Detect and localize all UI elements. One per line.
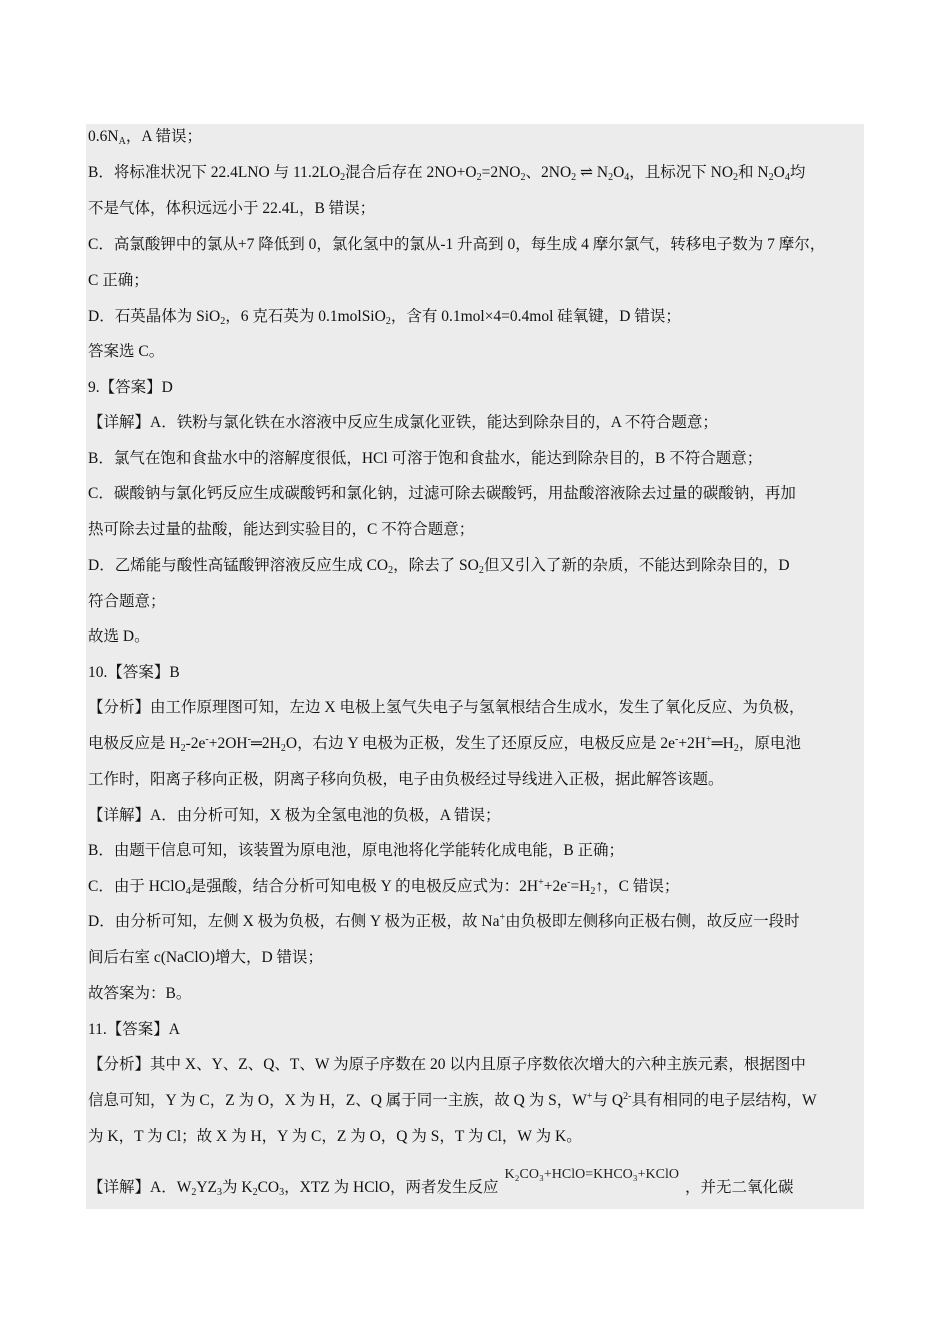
text-line: D．由分析可知，左侧 X 极为负极，右侧 Y 极为正极，故 Na+由负极即左侧移向正极右侧，故反应一段时	[88, 912, 800, 930]
text-line: 为 K，T 为 Cl；故 X 为 H，Y 为 C，Z 为 O，Q 为 S，T 为 Cl，W 为 K。	[88, 1128, 582, 1145]
text-line: 10.【答案】B	[88, 664, 180, 681]
text-line: C．由于 HClO$_4$是强酸，结合分析可知电极 Y 的电极反应式为：$2H^++2e^-=H_2↑$，C 错误；	[88, 877, 680, 897]
content-region	[86, 124, 864, 1209]
text-line: C 正确；	[88, 272, 149, 289]
text-line: 工作时，阳离子移向正极，阴离子移向负极，电子由负极经过导线进入正极，据此解答该题。	[88, 771, 724, 788]
text-line: 11.【答案】A	[88, 1021, 180, 1038]
text-line: 热可除去过量的盐酸，能达到实验目的，C 不符合题意；	[88, 521, 475, 538]
text-line: 【详解】A．$W_2YZ_3$为 $K_2CO_3$，XTZ 为 HClO，两者发生反应K₂CO₃+HClO=KHCO₃+KClO，并无二氧化碳	[88, 1167, 794, 1198]
text-line: C．碳酸钠与氯化钙反应生成碳酸钙和氯化钠，过滤可除去碳酸钙，用盐酸溶液除去过量的碳酸钠，再加	[88, 485, 796, 502]
text-line: 答案选 C。	[88, 343, 165, 360]
text-line: 间后右室 c(NaClO)增大，D 错误；	[88, 949, 324, 966]
text-line: D．乙烯能与酸性高锰酸钾溶液反应生成 $CO_2$，除去了 $SO_2$但又引入了新的杂质，不能达到除杂目的，D	[88, 557, 790, 576]
text-line: D．石英晶体为 SiO$_2$，6 克石英为 0.1molSiO$_2$，含有 0.1mol×4=0.4mol 硅氧键，D 错误；	[88, 308, 681, 327]
text-line: 信息可知，Y 为 C，Z 为 O，X 为 H，Z、Q 属于同一主族，故 Q 为 S，W+与 $Q^{2-}$具有相同的电子层结构，W	[88, 1091, 817, 1109]
reaction-equation: K₂CO₃+HClO=KHCO₃+KClO	[504, 1167, 679, 1182]
text-line: B．氯气在饱和食盐水中的溶解度很低，HCl 可溶于饱和食盐水，能达到除杂目的，B 不符合题意；	[88, 450, 763, 467]
text-line: B．将标准状况下 22.4LNO 与 $11.2LO_2$混合后存在 $2NO+O_2=2NO_2$、$2NO_2$ ⇌ $N_2O_4$，且标况下 $NO_2$和 $N_2O_4$均	[88, 164, 806, 183]
text-line: 【分析】其中 X、Y、Z、Q、T、W 为原子序数在 20 以内且原子序数依次增大的六种主族元素，根据图中	[88, 1056, 806, 1073]
text-line: 故选 D。	[88, 628, 150, 645]
text-line: 符合题意；	[88, 593, 166, 610]
text-line: 9.【答案】D	[88, 379, 173, 396]
text-line: C．高氯酸钾中的氯从+7 降低到 0，氯化氢中的氯从-1 升高到 0，每生成 4 摩尔氯气，转移电子数为 7 摩尔，	[88, 236, 826, 253]
text-line: B．由题干信息可知，该装置为原电池，原电池将化学能转化成电能，B 正确；	[88, 842, 625, 859]
text-line: 【详解】A．由分析可知，X 极为全氢电池的负极，A 错误；	[88, 807, 501, 824]
text-line: 【详解】A．铁粉与氯化铁在水溶液中反应生成氯化亚铁，能达到除杂目的，A 不符合题意；	[88, 414, 718, 431]
text-line: 电极反应是 $H_2-2e^-+2OH^-═2H_2O$，右边 Y 电极为正极，发生了还原反应，电极反应是 $2e^-+2H^+═H_2$，原电池	[88, 734, 801, 754]
text-line: 不是气体，体积远远小于 22.4L，B 错误；	[88, 200, 376, 217]
text-line: 故答案为：B。	[88, 985, 192, 1002]
text-line: 【分析】由工作原理图可知，左边 X 电极上氢气失电子与氢氧根结合生成水，发生了氧化反应、为负极，	[88, 699, 805, 716]
text-line: $0.6N_A$，A 错误；	[88, 128, 203, 147]
